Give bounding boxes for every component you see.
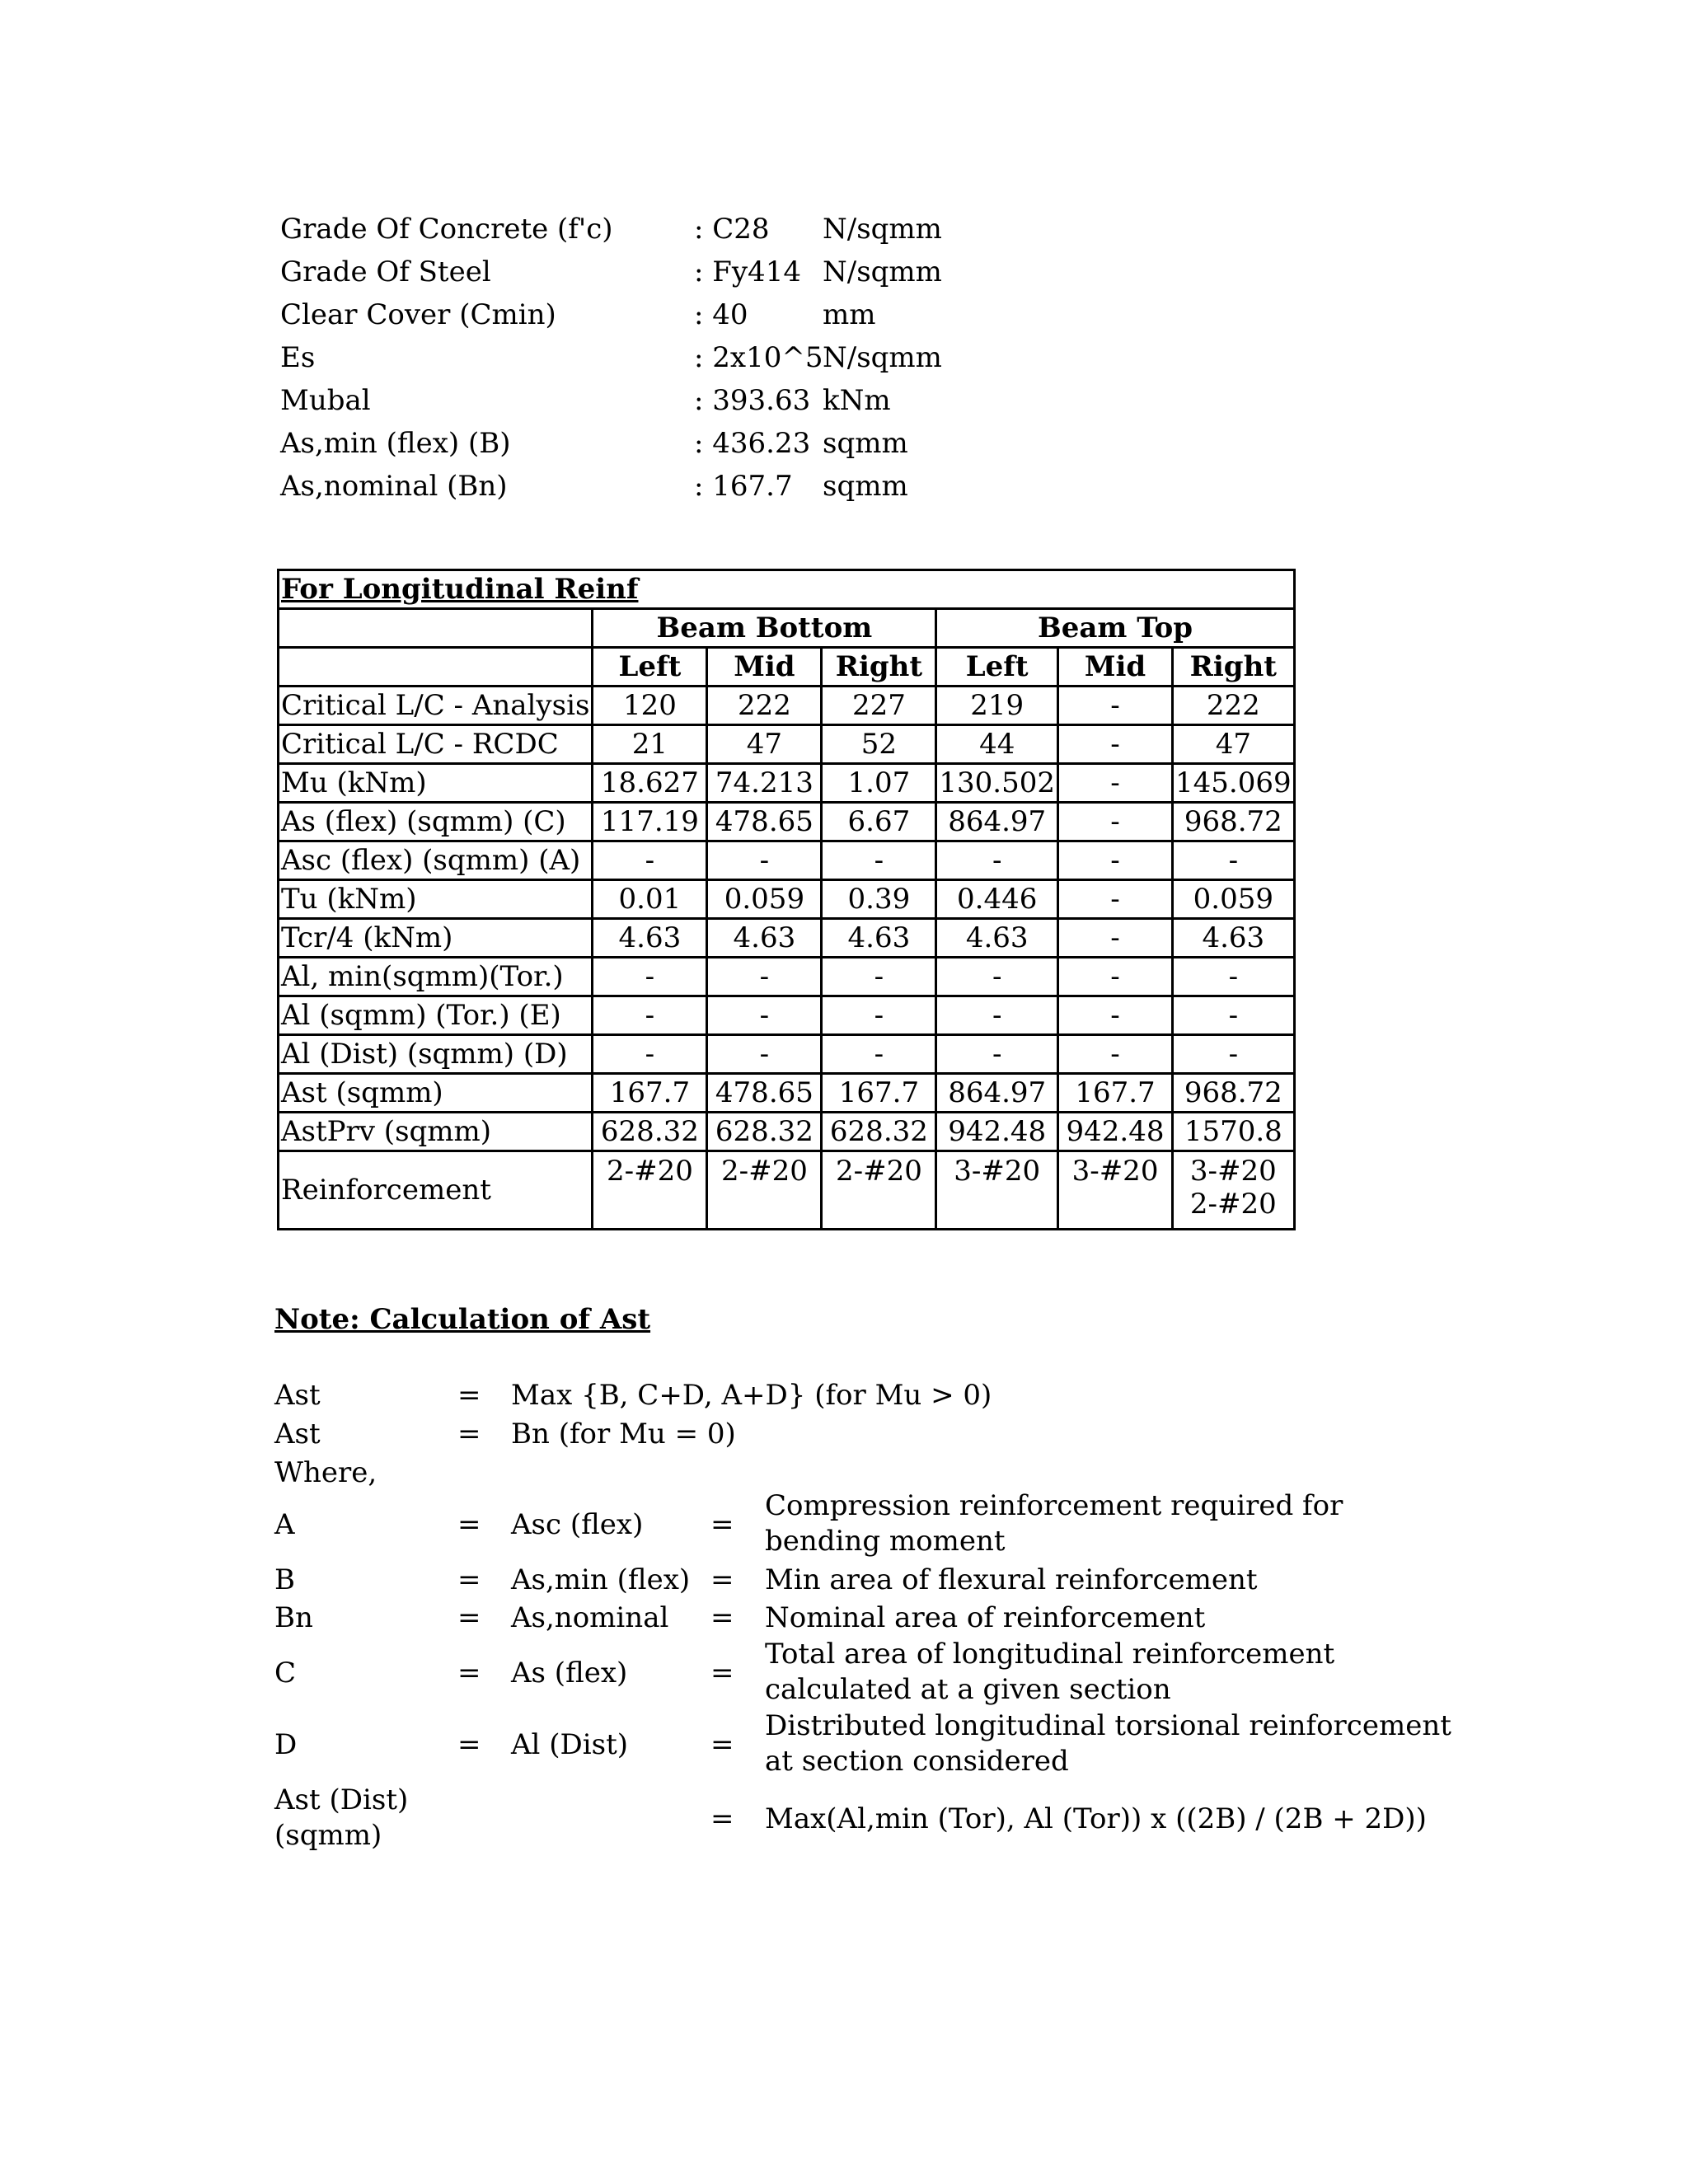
table-cell: 4.63 bbox=[1173, 919, 1295, 958]
table-cell: 21 bbox=[593, 725, 707, 764]
row-label: Mu (kNm) bbox=[279, 764, 593, 803]
def-description: Min area of flexural reinforcement bbox=[765, 1563, 1258, 1596]
table-cell: 0.446 bbox=[936, 880, 1058, 919]
column-header: Left bbox=[593, 648, 707, 687]
param-unit: N/sqmm bbox=[823, 341, 942, 374]
param-value: : 2x10^5 bbox=[694, 341, 823, 374]
empty-cell bbox=[279, 648, 593, 687]
table-cell: 0.01 bbox=[593, 880, 707, 919]
table-cell: - bbox=[822, 841, 936, 880]
reinforcement-row bbox=[279, 1151, 1295, 1230]
def-description: bending moment bbox=[765, 1525, 1006, 1558]
row-label: Al (Dist) (sqmm) (D) bbox=[279, 1035, 593, 1074]
table-row bbox=[279, 958, 1295, 996]
group-beam-top: Beam Top bbox=[936, 609, 1294, 648]
table-cell: 117.19 bbox=[593, 803, 707, 841]
table-row bbox=[279, 803, 1295, 841]
table-cell: 227 bbox=[822, 687, 936, 725]
eq1-lhs: Ast bbox=[274, 1379, 321, 1412]
table-cell: - bbox=[1173, 958, 1295, 996]
eq2-lhs: Ast bbox=[274, 1418, 321, 1451]
def-description: Compression reinforcement required for bbox=[765, 1489, 1343, 1522]
row-label: Al, min(sqmm)(Tor.) bbox=[279, 958, 593, 996]
eq2-equals: = bbox=[457, 1418, 481, 1451]
table-cell: - bbox=[1058, 1035, 1173, 1074]
def-symbol: B bbox=[274, 1563, 295, 1596]
table-cell: 47 bbox=[707, 725, 822, 764]
table-cell: - bbox=[1173, 996, 1295, 1035]
table-cell: - bbox=[936, 996, 1058, 1035]
bar-spec: 2-#20 bbox=[835, 1155, 922, 1188]
note-title: Note: Calculation of Ast bbox=[274, 1303, 651, 1336]
table-cell: 864.97 bbox=[936, 1074, 1058, 1113]
table-cell: - bbox=[707, 996, 822, 1035]
table-cell: 942.48 bbox=[1058, 1113, 1173, 1151]
row-label: Ast (sqmm) bbox=[279, 1074, 593, 1113]
column-header: Left bbox=[936, 648, 1058, 687]
def-name: As,nominal bbox=[511, 1601, 669, 1634]
eq1-rhs: Max {B, C+D, A+D} (for Mu > 0) bbox=[511, 1379, 992, 1412]
def-name: As,min (flex) bbox=[511, 1563, 691, 1596]
def-description: at section considered bbox=[765, 1745, 1069, 1778]
table-cell: - bbox=[1058, 687, 1173, 725]
table-row bbox=[279, 1074, 1295, 1113]
bar-spec: 3-#20 bbox=[1071, 1155, 1159, 1188]
def-symbol: Bn bbox=[274, 1601, 313, 1634]
table-cell: 74.213 bbox=[707, 764, 822, 803]
table-title-row bbox=[279, 570, 1295, 609]
table-column-header-row bbox=[279, 648, 1295, 687]
table-cell: 145.069 bbox=[1173, 764, 1295, 803]
table-row bbox=[279, 1113, 1295, 1151]
table-cell: 0.059 bbox=[1173, 880, 1295, 919]
table-cell: 130.502 bbox=[936, 764, 1058, 803]
column-header: Mid bbox=[1058, 648, 1173, 687]
row-label: AstPrv (sqmm) bbox=[279, 1113, 593, 1151]
table-cell: 4.63 bbox=[593, 919, 707, 958]
param-value: : 40 bbox=[694, 298, 748, 331]
table-cell: 167.7 bbox=[822, 1074, 936, 1113]
reinforcement-cell bbox=[1058, 1151, 1173, 1230]
table-cell: - bbox=[593, 1035, 707, 1074]
param-unit: kNm bbox=[823, 384, 891, 417]
table-cell: - bbox=[707, 958, 822, 996]
row-label: Al (sqmm) (Tor.) (E) bbox=[279, 996, 593, 1035]
def-equals: = bbox=[457, 1508, 481, 1541]
param-label: Clear Cover (Cmin) bbox=[280, 298, 556, 331]
reinforcement-cell bbox=[936, 1151, 1058, 1230]
table-cell: 47 bbox=[1173, 725, 1295, 764]
table-row bbox=[279, 764, 1295, 803]
table-cell: 864.97 bbox=[936, 803, 1058, 841]
table-cell: 167.7 bbox=[593, 1074, 707, 1113]
def-symbol: C bbox=[274, 1657, 297, 1690]
table-row bbox=[279, 687, 1295, 725]
table-cell: 968.72 bbox=[1173, 803, 1295, 841]
row-label: Tcr/4 (kNm) bbox=[279, 919, 593, 958]
table-cell: - bbox=[707, 1035, 822, 1074]
param-unit: mm bbox=[823, 298, 876, 331]
table-title: For Longitudinal Reinf bbox=[279, 570, 1295, 609]
param-unit: sqmm bbox=[823, 427, 908, 460]
row-label: Critical L/C - Analysis bbox=[279, 687, 593, 725]
def-description: calculated at a given section bbox=[765, 1673, 1171, 1706]
table-cell: - bbox=[593, 841, 707, 880]
ast-dist-symbol: Ast (Dist) bbox=[274, 1783, 409, 1816]
group-beam-bottom: Beam Bottom bbox=[593, 609, 936, 648]
table-row bbox=[279, 880, 1295, 919]
def-equals: = bbox=[457, 1563, 481, 1596]
row-label: Critical L/C - RCDC bbox=[279, 725, 593, 764]
eq2-rhs: Bn (for Mu = 0) bbox=[511, 1418, 736, 1451]
table-cell: 0.39 bbox=[822, 880, 936, 919]
bar-spec: 2-#20 bbox=[720, 1155, 808, 1188]
def-symbol: D bbox=[274, 1728, 298, 1761]
param-label: Mubal bbox=[280, 384, 371, 417]
def-description: Total area of longitudinal reinforcement bbox=[765, 1638, 1335, 1671]
table-cell: 120 bbox=[593, 687, 707, 725]
table-cell: 222 bbox=[1173, 687, 1295, 725]
ast-dist-symbol-unit: (sqmm) bbox=[274, 1819, 382, 1852]
column-header: Mid bbox=[707, 648, 822, 687]
def-equals: = bbox=[710, 1728, 734, 1761]
bar-spec: 3-#20 bbox=[1189, 1155, 1277, 1188]
def-equals: = bbox=[710, 1508, 734, 1541]
where-label: Where, bbox=[274, 1456, 377, 1489]
reinforcement-cell bbox=[822, 1151, 936, 1230]
ast-dist-equals: = bbox=[710, 1802, 734, 1835]
table-cell: - bbox=[1058, 996, 1173, 1035]
reinforcement-cell bbox=[1173, 1151, 1295, 1230]
table-cell: 1570.8 bbox=[1173, 1113, 1295, 1151]
table-cell: - bbox=[1058, 841, 1173, 880]
table-row bbox=[279, 919, 1295, 958]
table-row bbox=[279, 1035, 1295, 1074]
table-row bbox=[279, 841, 1295, 880]
table-cell: 968.72 bbox=[1173, 1074, 1295, 1113]
param-label: Grade Of Concrete (f'c) bbox=[280, 213, 613, 246]
table-cell: - bbox=[1173, 1035, 1295, 1074]
param-value: : Fy414 bbox=[694, 255, 801, 288]
table-cell: 167.7 bbox=[1058, 1074, 1173, 1113]
param-value: : 436.23 bbox=[694, 427, 811, 460]
reinforcement-cell bbox=[707, 1151, 822, 1230]
param-value: : 393.63 bbox=[694, 384, 811, 417]
column-header: Right bbox=[822, 648, 936, 687]
table-cell: 1.07 bbox=[822, 764, 936, 803]
bar-spec: 2-#20 bbox=[606, 1155, 693, 1188]
param-unit: sqmm bbox=[823, 470, 908, 503]
table-cell: 18.627 bbox=[593, 764, 707, 803]
table-cell: - bbox=[822, 1035, 936, 1074]
table-cell: 4.63 bbox=[822, 919, 936, 958]
param-label: Es bbox=[280, 341, 316, 374]
def-equals: = bbox=[710, 1563, 734, 1596]
table-cell: 44 bbox=[936, 725, 1058, 764]
table-group-row bbox=[279, 609, 1295, 648]
def-equals: = bbox=[710, 1657, 734, 1690]
row-label: Reinforcement bbox=[279, 1151, 593, 1230]
table-cell: - bbox=[1058, 803, 1173, 841]
table-row bbox=[279, 996, 1295, 1035]
row-label: As (flex) (sqmm) (C) bbox=[279, 803, 593, 841]
table-cell: - bbox=[822, 958, 936, 996]
table-cell: - bbox=[936, 958, 1058, 996]
table-row bbox=[279, 725, 1295, 764]
def-name: Asc (flex) bbox=[511, 1508, 644, 1541]
param-value: : C28 bbox=[694, 213, 770, 246]
longitudinal-reinf-table bbox=[277, 569, 1296, 1230]
param-label: Grade Of Steel bbox=[280, 255, 491, 288]
table-cell: 478.65 bbox=[707, 1074, 822, 1113]
table-cell: 4.63 bbox=[936, 919, 1058, 958]
reinforcement-cell bbox=[593, 1151, 707, 1230]
table-cell: 4.63 bbox=[707, 919, 822, 958]
def-description: Distributed longitudinal torsional reinforcement bbox=[765, 1709, 1451, 1742]
bar-spec: 2-#20 bbox=[1189, 1188, 1277, 1221]
bar-spec: 3-#20 bbox=[954, 1155, 1041, 1188]
def-description: Nominal area of reinforcement bbox=[765, 1601, 1206, 1634]
table-cell: - bbox=[936, 1035, 1058, 1074]
table-cell: - bbox=[1058, 958, 1173, 996]
def-equals: = bbox=[457, 1728, 481, 1761]
table-cell: 0.059 bbox=[707, 880, 822, 919]
empty-cell bbox=[279, 609, 593, 648]
column-header: Right bbox=[1173, 648, 1295, 687]
table-cell: - bbox=[1058, 880, 1173, 919]
table-cell: - bbox=[1058, 725, 1173, 764]
def-equals: = bbox=[457, 1657, 481, 1690]
table-cell: - bbox=[822, 996, 936, 1035]
table-cell: - bbox=[593, 958, 707, 996]
def-symbol: A bbox=[274, 1508, 295, 1541]
param-label: As,min (flex) (B) bbox=[280, 427, 511, 460]
table-cell: 628.32 bbox=[822, 1113, 936, 1151]
param-value: : 167.7 bbox=[694, 470, 793, 503]
param-label: As,nominal (Bn) bbox=[280, 470, 508, 503]
row-label: Asc (flex) (sqmm) (A) bbox=[279, 841, 593, 880]
table-cell: - bbox=[1058, 764, 1173, 803]
table-cell: - bbox=[1173, 841, 1295, 880]
ast-dist-formula: Max(Al,min (Tor), Al (Tor)) x ((2B) / (2B + 2D)) bbox=[765, 1802, 1427, 1835]
def-name: As (flex) bbox=[511, 1657, 628, 1690]
row-label: Tu (kNm) bbox=[279, 880, 593, 919]
table-cell: 478.65 bbox=[707, 803, 822, 841]
param-unit: N/sqmm bbox=[823, 213, 942, 246]
param-unit: N/sqmm bbox=[823, 255, 942, 288]
def-equals: = bbox=[710, 1601, 734, 1634]
def-name: Al (Dist) bbox=[511, 1728, 629, 1761]
table-cell: 219 bbox=[936, 687, 1058, 725]
table-cell: 52 bbox=[822, 725, 936, 764]
table-cell: - bbox=[707, 841, 822, 880]
table-cell: - bbox=[593, 996, 707, 1035]
table-cell: 628.32 bbox=[707, 1113, 822, 1151]
eq1-equals: = bbox=[457, 1379, 481, 1412]
def-equals: = bbox=[457, 1601, 481, 1634]
table-cell: - bbox=[936, 841, 1058, 880]
table-cell: - bbox=[1058, 919, 1173, 958]
table-cell: 942.48 bbox=[936, 1113, 1058, 1151]
table-cell: 6.67 bbox=[822, 803, 936, 841]
table-cell: 222 bbox=[707, 687, 822, 725]
table-cell: 628.32 bbox=[593, 1113, 707, 1151]
